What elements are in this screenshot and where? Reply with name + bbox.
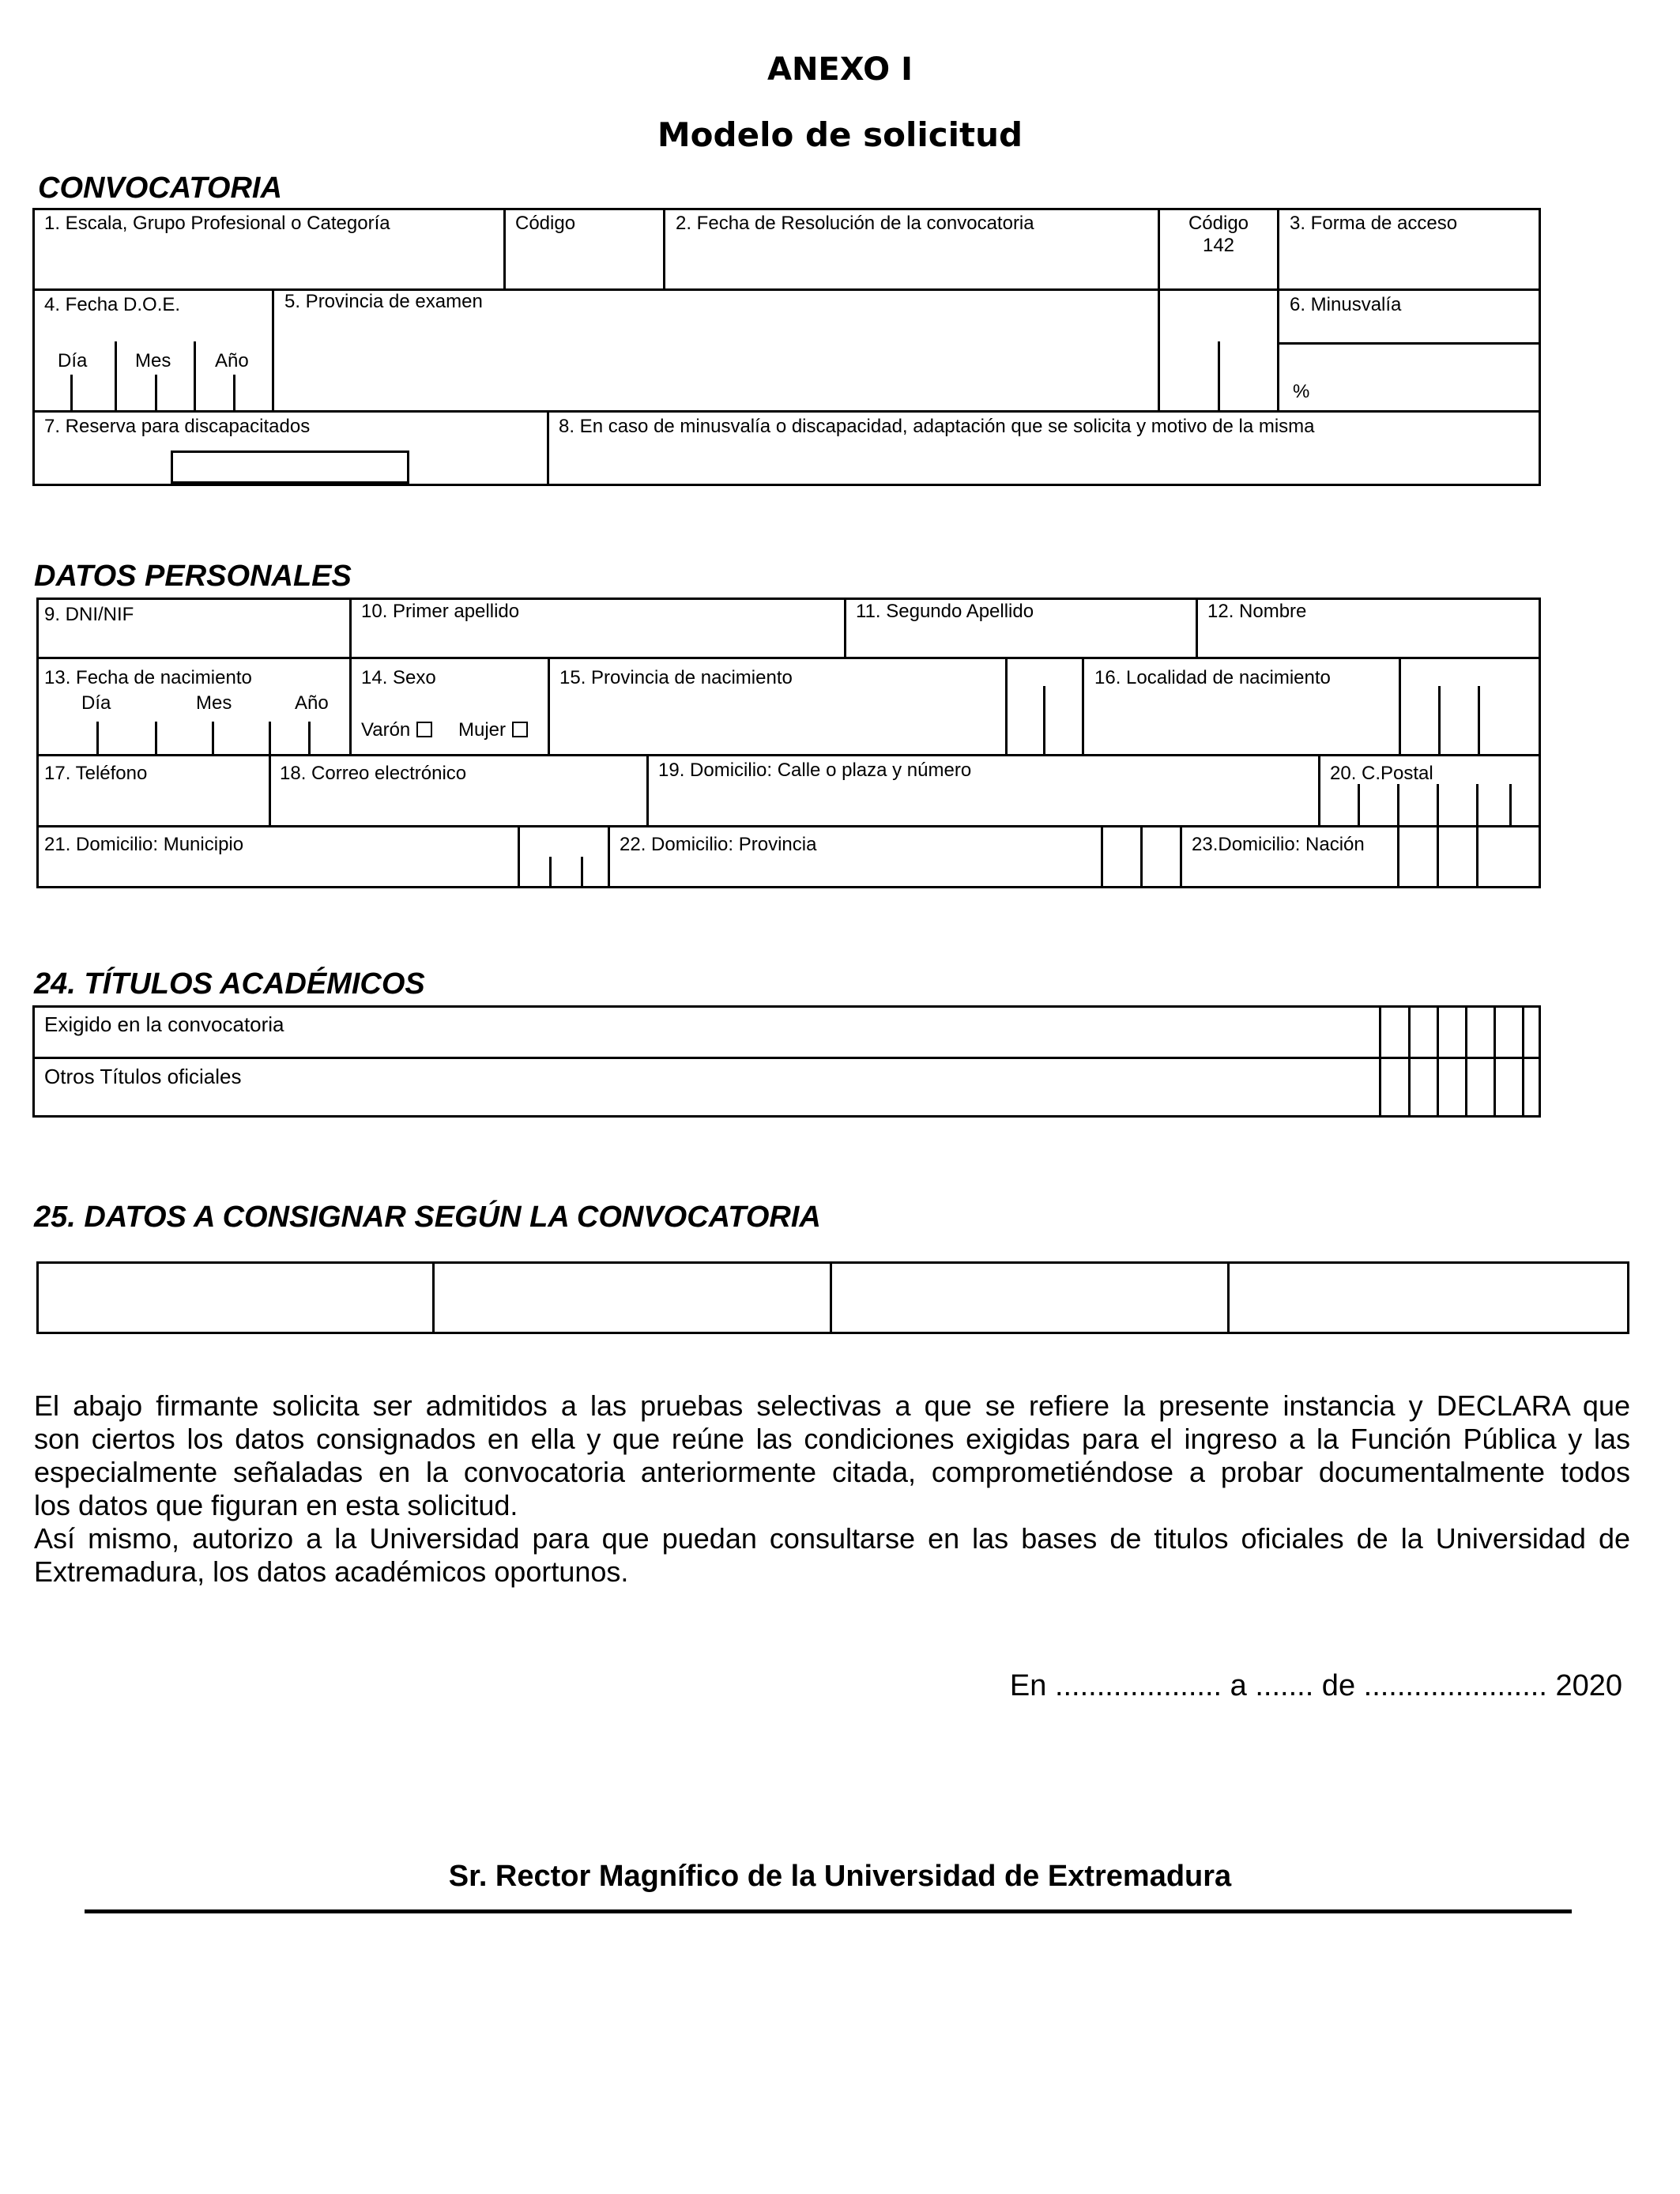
nacimiento-anio-label: Año bbox=[295, 692, 329, 714]
section-titulos-title: 24. TÍTULOS ACADÉMICOS bbox=[34, 967, 425, 1001]
field-domicilio-provincia: 22. Domicilio: Provincia bbox=[620, 834, 817, 855]
place-date-line: En .................... a ....... de ...................... 2020 bbox=[1009, 1669, 1622, 1702]
varon-label: Varón bbox=[361, 719, 411, 741]
minusvalia-percent: % bbox=[1293, 381, 1310, 402]
declaration-line: El abajo firmante solicita ser admitidos a las pruebas selectivas a que se refiere la presente instancia y DECLARA que bbox=[34, 1389, 1630, 1422]
recipient: Sr. Rector Magnífico de la Universidad de Extremadura bbox=[448, 1860, 1232, 1893]
field-reserva: 7. Reserva para discapacitados bbox=[44, 416, 311, 437]
declaration-text bbox=[34, 1389, 1630, 1589]
titulo-otros-label: Otros Títulos oficiales bbox=[44, 1065, 242, 1088]
declaration-line: Extremadura, los datos académicos oportunos. bbox=[34, 1555, 629, 1588]
declaration-line: especialmente señaladas en la convocatoria anteriormente citada, comprometiéndose a probar documentalmente todos bbox=[34, 1456, 1630, 1488]
titulo-exigido-label: Exigido en la convocatoria bbox=[44, 1012, 284, 1036]
codigo-2-value: 142 bbox=[1202, 235, 1235, 256]
reserva-input-box[interactable] bbox=[171, 450, 409, 484]
section-datos-consignar-title: 25. DATOS A CONSIGNAR SEGÚN LA CONVOCATORIA bbox=[34, 1201, 821, 1234]
nacimiento-dia-label: Día bbox=[81, 692, 111, 714]
field-provincia-nacimiento: 15. Provincia de nacimiento bbox=[559, 667, 793, 688]
field-escala: 1. Escala, Grupo Profesional o Categoría bbox=[44, 213, 390, 234]
field-provincia-examen: 5. Provincia de examen bbox=[284, 291, 483, 312]
declaration-line: Así mismo, autorizo a la Universidad para que puedan consultarse en las bases de titulos oficiales de la Universidad de bbox=[34, 1522, 1630, 1555]
field-correo: 18. Correo electrónico bbox=[280, 763, 467, 784]
field-telefono: 17. Teléfono bbox=[44, 763, 148, 784]
field-segundo-apellido: 11. Segundo Apellido bbox=[856, 601, 1034, 622]
field-domicilio-calle: 19. Domicilio: Calle o plaza y número bbox=[658, 760, 972, 781]
declaration-line: los datos que figuran en esta solicitud. bbox=[34, 1489, 518, 1521]
doe-mes-label: Mes bbox=[135, 350, 171, 371]
mujer-label: Mujer bbox=[458, 719, 507, 741]
section-convocatoria-title: CONVOCATORIA bbox=[38, 172, 282, 205]
field-nacion: 23.Domicilio: Nación bbox=[1192, 834, 1365, 855]
field-dni: 9. DNI/NIF bbox=[44, 604, 134, 625]
convocatoria-frame bbox=[32, 208, 1541, 486]
field-adaptacion: 8. En caso de minusvalía o discapacidad, adaptación que se solicita y motivo de la misma bbox=[559, 416, 1315, 437]
doe-dia-label: Día bbox=[58, 350, 88, 371]
sexo-mujer-option[interactable] bbox=[458, 721, 528, 740]
field-localidad-nacimiento: 16. Localidad de nacimiento bbox=[1094, 667, 1331, 688]
field-codigo: Código bbox=[515, 213, 576, 234]
section-datos-personales-title: DATOS PERSONALES bbox=[34, 560, 352, 593]
field-sexo: 14. Sexo bbox=[361, 667, 436, 688]
field-nombre: 12. Nombre bbox=[1207, 601, 1307, 622]
field-forma-acceso: 3. Forma de acceso bbox=[1290, 213, 1458, 234]
sexo-varon-option[interactable] bbox=[361, 721, 432, 740]
field-fecha-resolucion: 2. Fecha de Resolución de la convocatoria bbox=[676, 213, 1034, 234]
field-fecha-nacimiento: 13. Fecha de nacimiento bbox=[44, 667, 252, 688]
field-minusvalia: 6. Minusvalía bbox=[1290, 294, 1402, 315]
varon-checkbox[interactable] bbox=[416, 722, 432, 737]
field-fecha-doe: 4. Fecha D.O.E. bbox=[44, 294, 181, 315]
field-primer-apellido: 10. Primer apellido bbox=[361, 601, 520, 622]
mujer-checkbox[interactable] bbox=[512, 722, 528, 737]
annex-title: ANEXO I bbox=[767, 51, 913, 88]
field-codigo-postal: 20. C.Postal bbox=[1330, 763, 1433, 784]
field-municipio: 21. Domicilio: Municipio bbox=[44, 834, 244, 855]
doe-anio-label: Año bbox=[215, 350, 249, 371]
declaration-line: son ciertos los datos consignados en ella y que reúne las condiciones exigidas para el ingreso a la Función Pública y las bbox=[34, 1423, 1630, 1455]
datos-consignar-frame bbox=[36, 1261, 1629, 1334]
nacimiento-mes-label: Mes bbox=[196, 692, 232, 714]
signature-divider bbox=[85, 1909, 1572, 1913]
document-title: Modelo de solicitud bbox=[657, 115, 1023, 154]
field-codigo-2: Código bbox=[1188, 213, 1249, 234]
